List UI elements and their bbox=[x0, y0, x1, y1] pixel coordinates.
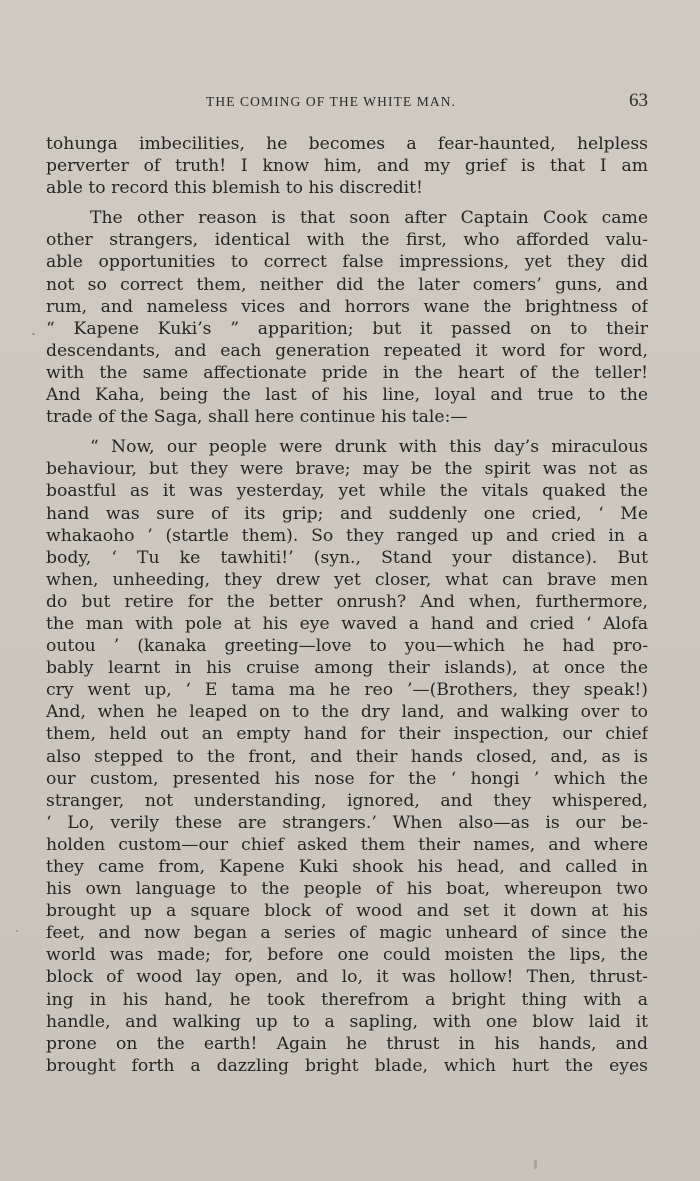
text-line: with the same affectionate pride in the heart of the teller! bbox=[46, 362, 648, 383]
text-line: his own language to the people of his boat, whereupon two bbox=[46, 879, 648, 900]
text-line: tohunga imbecilities, he becomes a fear-haunted, helpless bbox=[46, 134, 648, 154]
text-line: holden custom—our chief asked them their names, and where bbox=[46, 834, 648, 855]
text-line: behaviour, but they were brave; may be the spirit was not as bbox=[46, 459, 648, 480]
paragraph-3 bbox=[46, 436, 648, 1077]
text-line: “ Kapene Kuki’s ” apparition; but it passed on to their bbox=[46, 318, 648, 339]
text-line: cry went up, ‘ E tama ma he reo ’—(Brothers, they speak!) bbox=[46, 680, 648, 701]
text-line: handle, and walking up to a sapling, with one blow laid it bbox=[46, 1011, 648, 1032]
text-line: feet, and now began a series of magic unheard of since the bbox=[46, 923, 648, 944]
text-line: “ Now, our people were drunk with this day’s miraculous bbox=[90, 437, 648, 458]
text-line: rum, and nameless vices and horrors wane the brightness of bbox=[46, 296, 648, 317]
paragraph-1 bbox=[46, 133, 648, 199]
text-line: prone on the earth! Again he thrust in his hands, and bbox=[46, 1033, 648, 1054]
text-line: the man with pole at his eye waved a hand and cried ‘ Alofa bbox=[46, 613, 648, 634]
text-line: body, ‘ Tu ke tawhiti!’ (syn., Stand your distance). But bbox=[46, 547, 648, 568]
paper-speck bbox=[534, 1160, 537, 1169]
page-number: 63 bbox=[629, 90, 648, 111]
text-line: descendants, and each generation repeated it word for word, bbox=[46, 340, 648, 361]
text-line: hand was sure of its grip; and suddenly one cried, ‘ Me bbox=[46, 503, 648, 524]
text-line: them, held out an empty hand for their inspection, our chief bbox=[46, 724, 648, 745]
text-line: world was made; for, before one could moisten the lips, the bbox=[46, 945, 648, 966]
text-line: not so correct them, neither did the later comers’ guns, and bbox=[46, 274, 648, 295]
text-line: when, unheeding, they drew yet closer, what can brave men bbox=[46, 569, 648, 590]
text-line: bably learnt in his cruise among their islands), at once the bbox=[46, 658, 648, 679]
text-line: outou ’ (kanaka greeting—love to you—which he had pro- bbox=[46, 636, 648, 657]
paper-speck bbox=[32, 333, 35, 335]
paragraph-2 bbox=[46, 207, 648, 428]
running-head: THE COMING OF THE WHITE MAN. bbox=[206, 94, 457, 109]
text-line: And Kaha, being the last of his line, loyal and true to the bbox=[46, 385, 648, 406]
text-line: brought up a square block of wood and set it down at his bbox=[46, 901, 648, 922]
text-line: our custom, presented his nose for the ‘ hongi ’ which the bbox=[46, 768, 648, 789]
text-line: also stepped to the front, and their hands closed, and, as is bbox=[46, 746, 648, 767]
text-line: trade of the Saga, shall here continue his tale:— bbox=[46, 407, 468, 428]
text-line: stranger, not understanding, ignored, and they whispered, bbox=[46, 790, 648, 811]
text-line: block of wood lay open, and lo, it was hollow! Then, thrust- bbox=[46, 967, 648, 988]
text-line: perverter of truth! I know him, and my grief is that I am bbox=[46, 156, 648, 177]
text-line: they came from, Kapene Kuki shook his head, and called in bbox=[46, 857, 648, 877]
text-line: And, when he leaped on to the dry land, and walking over to bbox=[46, 702, 648, 723]
body-text bbox=[46, 133, 648, 1077]
text-line: ‘ Lo, verily these are strangers.’ When also—as is our be- bbox=[46, 812, 648, 833]
text-line: able opportunities to correct false impressions, yet they did bbox=[46, 252, 648, 273]
text-line: able to record this blemish to his discredit! bbox=[46, 178, 423, 199]
paper-speck bbox=[16, 930, 18, 932]
text-line: do but retire for the better onrush? And when, furthermore, bbox=[46, 591, 648, 612]
text-line: ing in his hand, he took therefrom a bright thing with a bbox=[46, 989, 648, 1010]
text-line: other strangers, identical with the first, who afforded valu- bbox=[46, 230, 648, 251]
text-line: boastful as it was yesterday, yet while the vitals quaked the bbox=[46, 481, 648, 502]
text-line: whakaoho ’ (startle them). So they ranged up and cried in a bbox=[46, 525, 648, 546]
text-line: The other reason is that soon after Captain Cook came bbox=[90, 208, 648, 229]
text-line: brought forth a dazzling bright blade, which hurt the eyes bbox=[46, 1055, 648, 1076]
page-header bbox=[46, 88, 648, 116]
